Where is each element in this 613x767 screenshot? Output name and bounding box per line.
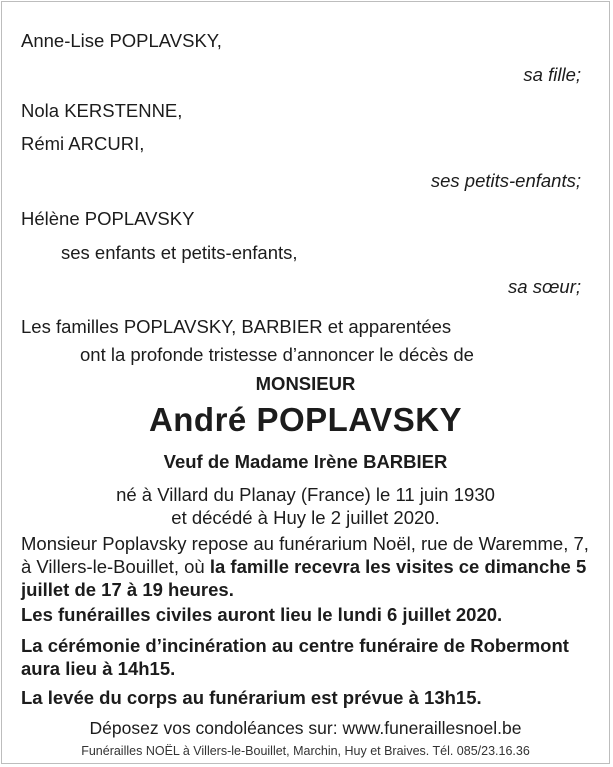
announcement-line: ont la profonde tristesse d’annoncer le décès de: [80, 344, 474, 365]
birth-line: né à Villard du Planay (France) le 11 juin 1930: [116, 484, 495, 505]
condolences-line: Déposez vos condoléances sur: www.funeraillesnoel.be: [89, 718, 522, 738]
relation-sa-fille: sa fille;: [523, 64, 581, 85]
funeral-paragraph: Les funérailles civiles auront lieu le lundi 6 juillet 2020.: [21, 604, 503, 625]
repose-text: Monsieur Poplavsky repose au funérarium Noël, rue de Waremme, 7, à Villers-le-Bouillet, où: [21, 533, 589, 577]
relation-sa-soeur: sa sœur;: [508, 276, 581, 297]
deceased-name: André POPLAVSKY: [148, 401, 463, 438]
visits-text: la famille recevra les visites ce dimanche 5 juillet de 17 à 19 heures.: [21, 556, 587, 600]
death-line: et décédé à Huy le 2 juillet 2020.: [171, 507, 440, 528]
funeral-home-footer: Funérailles NOËL à Villers-le-Bouillet, Marchin, Huy et Braives. Tél. 085/23.16.36: [81, 744, 530, 758]
relation-petits-enfants: ses petits-enfants;: [430, 170, 581, 191]
widower-line: Veuf de Madame Irène BARBIER: [163, 451, 448, 472]
cremation-paragraph: La cérémonie d’incinération au centre funéraire de Robermont aura lieu à 14h15.: [21, 635, 569, 679]
families-line: Les familles POPLAVSKY, BARBIER et apparentées: [21, 316, 452, 337]
repose-paragraph: [21, 532, 596, 601]
honorific: MONSIEUR: [255, 373, 356, 394]
family-member-ses-enfants: ses enfants et petits-enfants,: [61, 242, 298, 263]
obituary-notice: [1, 1, 610, 764]
family-member-helene: Hélène POPLAVSKY: [21, 208, 195, 229]
family-member-remi: Rémi ARCURI,: [21, 133, 145, 154]
family-member-nola: Nola KERSTENNE,: [21, 100, 183, 121]
levee-paragraph: La levée du corps au funérarium est prévue à 13h15.: [21, 687, 482, 708]
family-member-anne-lise: Anne-Lise POPLAVSKY,: [21, 30, 222, 51]
